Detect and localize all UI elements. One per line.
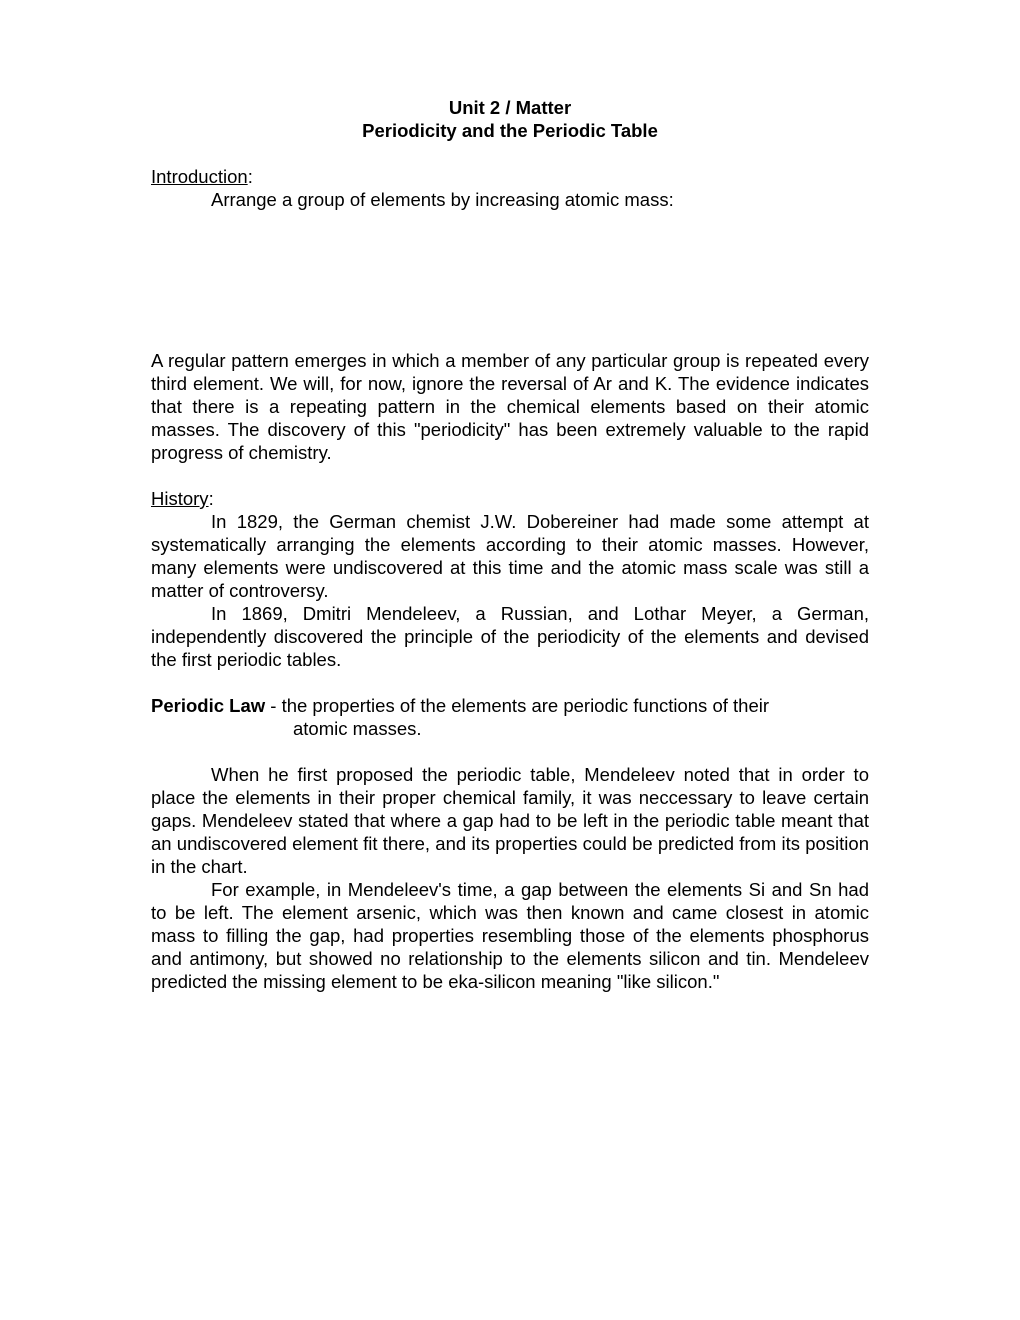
document-page xyxy=(151,96,869,993)
history-heading-text: History xyxy=(151,488,209,509)
answer-space xyxy=(151,211,869,349)
introduction-instruction: Arrange a group of elements by increasing atomic mass: xyxy=(211,189,674,210)
introduction-paragraph: A regular pattern emerges in which a member of any particular group is repeated every third element. We will, for now, ignore the reversal of Ar and K. The evidence indicates that there is a repeating pattern in the chemical elements based on their atomic masses. The discovery of this "periodicity" has been extremely valuable to the rapid progress of chemistry. xyxy=(151,350,869,463)
history-heading-colon: : xyxy=(208,488,214,509)
history-heading xyxy=(151,487,869,510)
mendeleev-paragraph-1: When he first proposed the periodic table, Mendeleev noted that in order to place the elements in their proper chemical family, it was neccessary to leave certain gaps. Mendeleev stated that where a gap had to be left in the periodic table meant that an undiscovered element fit there, and its properties could be predicted from its position in the chart. xyxy=(151,764,869,877)
history-paragraph-2: In 1869, Dmitri Mendeleev, a Russian, and Lothar Meyer, a German, independently discovered the principle of the periodicity of the elements and devised the first periodic tables. xyxy=(151,603,869,670)
spacer xyxy=(151,464,869,487)
periodic-law-definition xyxy=(151,694,869,717)
unit-title: Unit 2 / Matter xyxy=(448,97,572,118)
periodic-law-definition-line1: - the properties of the elements are periodic functions of their xyxy=(265,695,770,716)
periodic-law-definition-line2: atomic masses. xyxy=(293,718,422,739)
spacer xyxy=(151,671,869,694)
introduction-heading-colon: : xyxy=(247,166,253,187)
mendeleev-paragraph-2: For example, in Mendeleev's time, a gap between the elements Si and Sn had to be left. The element arsenic, which was then known and came closest in atomic mass to filling the gap, had properties resembling those of the elements phosphorus and antimony, but showed no relationship to the elements silicon and tin. Mendeleev predicted the missing element to be eka-silicon meaning "like silicon." xyxy=(151,879,869,992)
spacer xyxy=(151,740,869,763)
history-paragraph-1: In 1829, the German chemist J.W. Dobereiner had made some attempt at systematically arranging the elements according to their atomic masses. However, many elements were undiscovered at this time and the atomic mass scale was still a matter of controversy. xyxy=(151,511,869,601)
spacer xyxy=(151,142,869,165)
introduction-heading xyxy=(151,165,869,188)
introduction-heading-text: Introduction xyxy=(151,166,248,187)
periodic-law-term: Periodic Law xyxy=(151,695,266,716)
page-title: Periodicity and the Periodic Table xyxy=(362,120,658,141)
